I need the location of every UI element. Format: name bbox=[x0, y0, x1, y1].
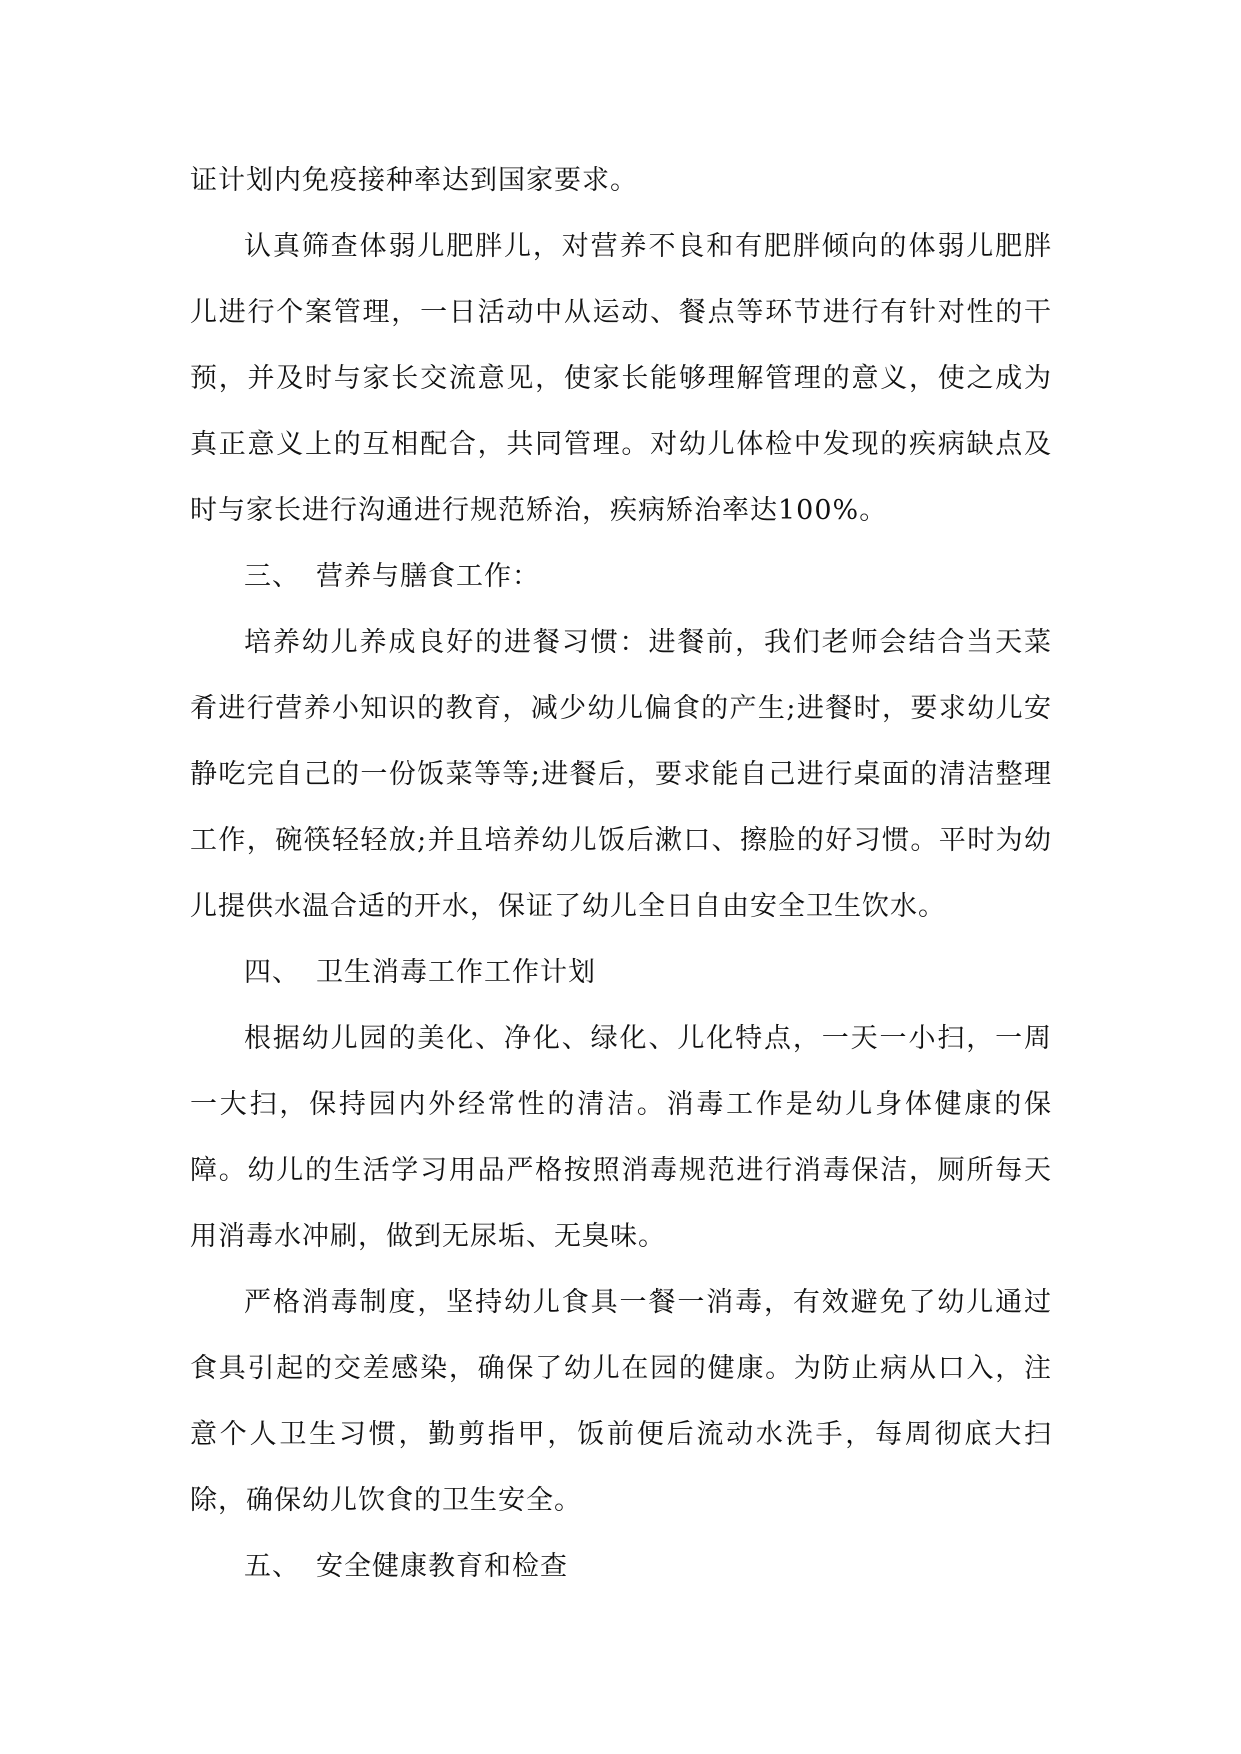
section-number: 三、 bbox=[244, 561, 300, 592]
section-title: 安全健康教育和检查 bbox=[316, 1551, 568, 1582]
paragraph-weak-obese-children: 认真筛查体弱儿肥胖儿，对营养不良和有肥胖倾向的体弱儿肥胖儿进行个案管理，一日活动中从运动、餐点等环节进行有针对性的干预，并及时与家长交流意见，使家长能够理解管理的意义，使之成为真正意义上的互相配合，共同管理。对幼儿体检中发现的疾病缺点及时与家长进行沟通进行规范矫治，疾病矫治率达100%。 bbox=[190, 231, 1052, 526]
paragraph-eating-habits: 培养幼儿养成良好的进餐习惯：进餐前，我们老师会结合当天菜肴进行营养小知识的教育，减少幼儿偏食的产生;进餐时，要求幼儿安静吃完自己的一份饭菜等等;进餐后，要求能自己进行桌面的清洁整理工作，碗筷轻轻放;并且培养幼儿饭后漱口、擦脸的好习惯。平时为幼儿提供水温合适的开水，保证了幼儿全日自由安全卫生饮水。 bbox=[190, 627, 1052, 922]
section-number: 五、 bbox=[244, 1551, 300, 1582]
paragraph-cleaning: 根据幼儿园的美化、净化、绿化、儿化特点，一天一小扫，一周一大扫，保持园内外经常性的清洁。消毒工作是幼儿身体健康的保障。幼儿的生活学习用品严格按照消毒规范进行消毒保洁，厕所每天用消毒水冲刷，做到无尿垢、无臭味。 bbox=[190, 1023, 1052, 1252]
paragraph-immunization-continued: 证计划内免疫接种率达到国家要求。 bbox=[190, 165, 638, 196]
section-heading-nutrition bbox=[190, 544, 1052, 610]
section-title: 卫生消毒工作工作计划 bbox=[316, 957, 596, 988]
section-number: 四、 bbox=[244, 957, 300, 988]
section-heading-hygiene bbox=[190, 940, 1052, 1006]
paragraph-disinfection: 严格消毒制度，坚持幼儿食具一餐一消毒，有效避免了幼儿通过食具引起的交差感染，确保了幼儿在园的健康。为防止病从口入，注意个人卫生习惯，勤剪指甲，饭前便后流动水洗手，每周彻底大扫除，确保幼儿饮食的卫生安全。 bbox=[190, 1287, 1052, 1516]
document-body bbox=[190, 148, 1052, 1600]
section-title: 营养与膳食工作： bbox=[316, 561, 540, 592]
section-heading-safety bbox=[190, 1534, 1052, 1600]
